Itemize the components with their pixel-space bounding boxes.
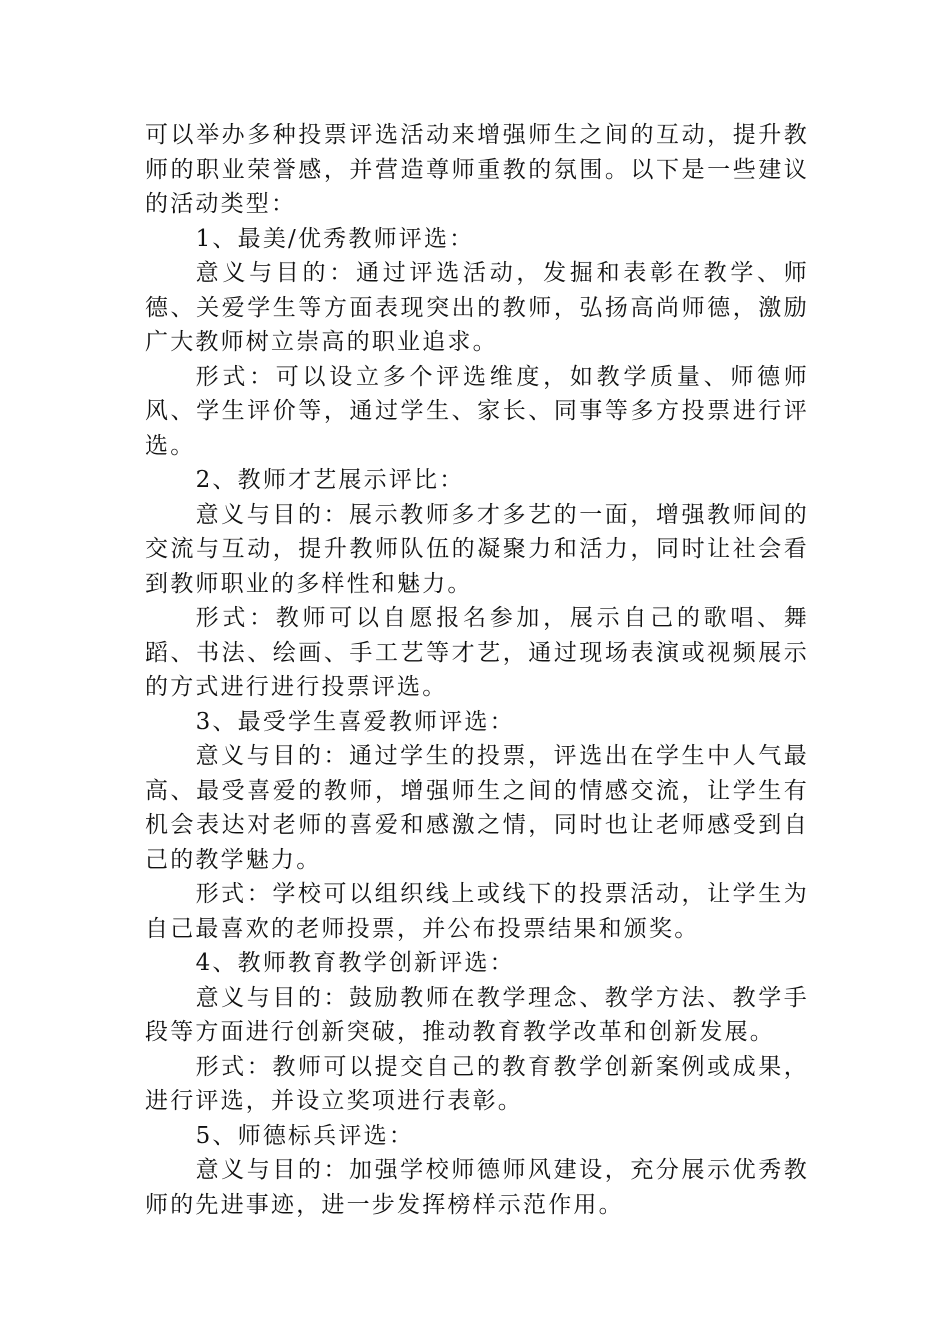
section-2-purpose: 意义与目的：展示教师多才多艺的一面，增强教师间的交流与互动，提升教师队伍的凝聚力和活力，同时让社会看到教师职业的多样性和魅力。 bbox=[145, 501, 809, 597]
section-4-purpose: 意义与目的：鼓励教师在教学理念、教学方法、教学手段等方面进行创新突破，推动教育教学改革和创新发展。 bbox=[145, 984, 809, 1045]
section-heading-2: 2、教师才艺展示评比： bbox=[195, 467, 465, 493]
section-1-form: 形式：可以设立多个评选维度，如教学质量、师德师风、学生评价等，通过学生、家长、同事等多方投票进行评选。 bbox=[145, 363, 809, 459]
section-heading-1: 1、最美/优秀教师评选： bbox=[195, 225, 475, 252]
section-heading-3: 3、最受学生喜爱教师评选： bbox=[195, 708, 515, 735]
section-4-form: 形式：教师可以提交自己的教育教学创新案例或成果，进行评选，并设立奖项进行表彰。 bbox=[145, 1053, 809, 1114]
section-heading-4: 4、教师教育教学创新评选： bbox=[195, 950, 515, 976]
section-2-form: 形式：教师可以自愿报名参加，展示自己的歌唱、舞蹈、书法、绘画、手工艺等才艺，通过现场表演或视频展示的方式进行进行投票评选。 bbox=[145, 605, 809, 700]
section-heading-5: 5、师德标兵评选： bbox=[195, 1122, 415, 1149]
intro-paragraph: 可以举办多种投票评选活动来增强师生之间的互动，提升教师的职业荣誉感，并营造尊师重教的氛围。以下是一些建议的活动类型： bbox=[145, 122, 809, 217]
section-5-purpose: 意义与目的：加强学校师德师风建设，充分展示优秀教师的先进事迹，进一步发挥榜样示范作用。 bbox=[145, 1157, 809, 1218]
document-body bbox=[145, 118, 809, 1222]
section-3-form: 形式：学校可以组织线上或线下的投票活动，让学生为自己最喜欢的老师投票，并公布投票结果和颁奖。 bbox=[145, 881, 809, 942]
section-1-purpose: 意义与目的：通过评选活动，发掘和表彰在教学、师德、关爱学生等方面表现突出的教师，弘扬高尚师德，激励广大教师树立崇高的职业追求。 bbox=[145, 260, 809, 355]
section-3-purpose: 意义与目的：通过学生的投票，评选出在学生中人气最高、最受喜爱的教师，增强师生之间的情感交流，让学生有机会表达对老师的喜爱和感激之情，同时也让老师感受到自己的教学魅力。 bbox=[145, 743, 809, 873]
